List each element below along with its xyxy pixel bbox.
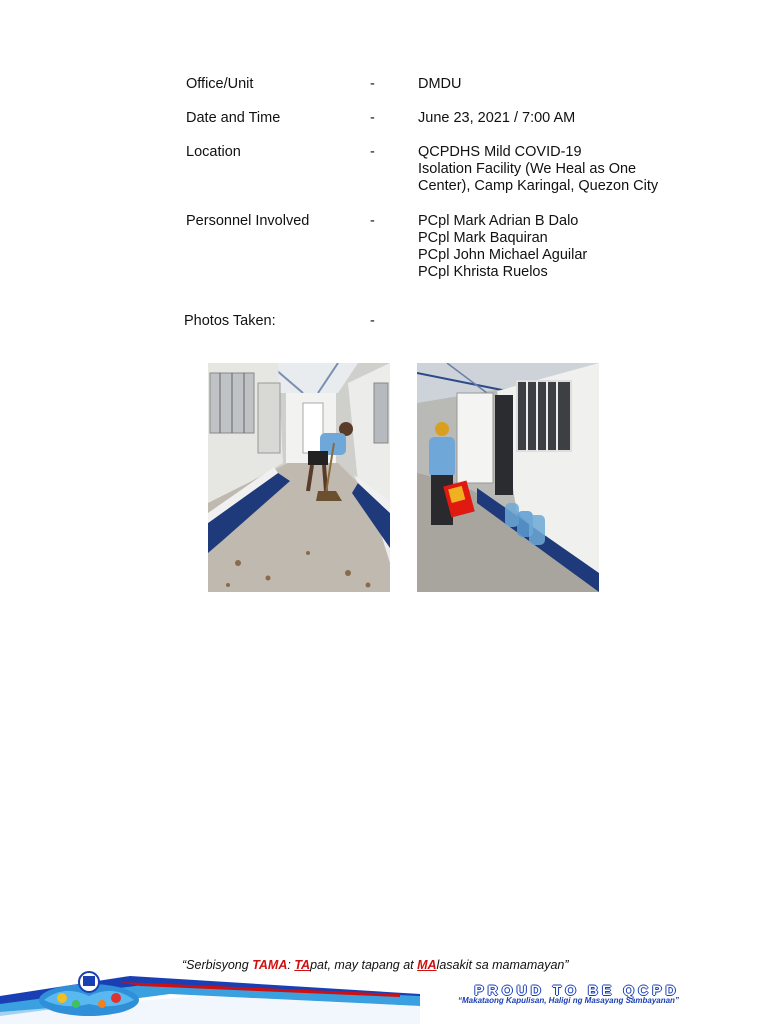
field-label: Office/Unit: [186, 76, 254, 92]
motto-end: lasakit sa mamamayan”: [436, 958, 569, 972]
field-value-line: Isolation Facility (We Heal as One: [418, 161, 637, 177]
field-label: Photos Taken:: [184, 313, 276, 329]
field-value-line: PCpl Mark Adrian B Dalo: [418, 213, 579, 229]
field-value: [418, 213, 718, 281]
motto-ta: TA: [294, 958, 311, 972]
field-label: Date and Time: [186, 110, 281, 126]
field-dash: -: [370, 144, 375, 160]
field-value-line: Center), Camp Karingal, Quezon City: [418, 178, 659, 194]
field-value-line: QCPDHS Mild COVID-19: [418, 144, 582, 160]
field-dash: -: [370, 110, 375, 126]
field-value-line: June 23, 2021 / 7:00 AM: [418, 110, 576, 126]
banner-subtitle: “Makataong Kapulisan, Haligi ng Masayang Sambayanan”: [458, 996, 679, 1005]
field-value-line: PCpl John Michael Aguilar: [418, 247, 588, 263]
footer-banner: [418, 983, 736, 1007]
field-value: [418, 144, 718, 195]
motto-tama: TAMA: [252, 958, 288, 972]
photo-carrying-kit: [417, 363, 599, 592]
qcpd-logo-icon: [34, 966, 144, 1020]
field-value-line: PCpl Mark Baquiran: [418, 230, 548, 246]
field-dash: -: [370, 313, 375, 329]
photo-corridor-sweeping: [208, 363, 390, 592]
field-value-line: DMDU: [418, 76, 462, 92]
field-value-line: PCpl Khrista Ruelos: [418, 264, 548, 280]
footer: [0, 966, 768, 1024]
field-label: Location: [186, 144, 241, 160]
motto-mid: pat, may tapang at: [310, 958, 418, 972]
field-value: [418, 110, 718, 127]
motto-open: “Serbisyong: [182, 958, 253, 972]
banner-title: PROUD TO BE QCPD: [474, 982, 680, 998]
field-label: Personnel Involved: [186, 213, 310, 229]
field-dash: -: [370, 76, 375, 92]
motto-ma: MA: [417, 958, 437, 972]
field-dash: -: [370, 213, 375, 229]
field-value: [418, 76, 718, 93]
motto-sep: :: [287, 958, 295, 972]
